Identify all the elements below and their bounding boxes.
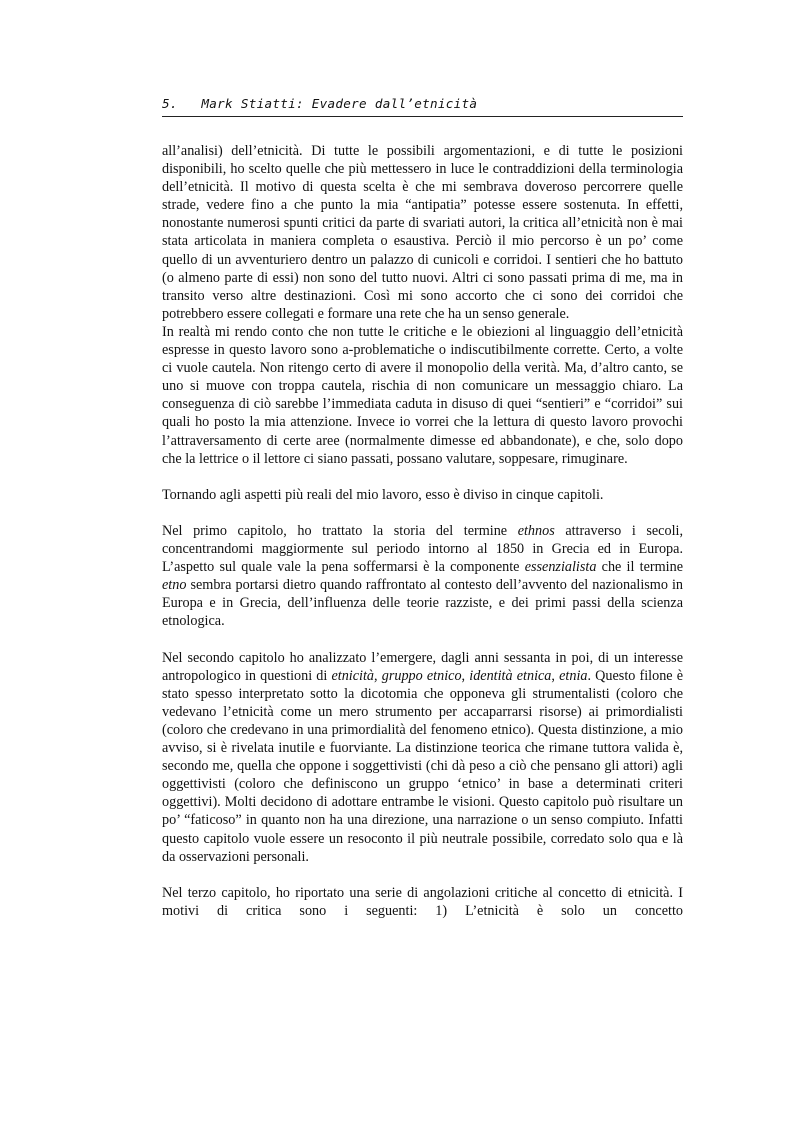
paragraph-4-text: sembra portarsi dietro quando raffrontato al contesto dell’avvento del nazionalismo in Europa e in Grecia, dell’influenza delle teorie razziste, e dei primi passi della scienza etnologica. (162, 577, 683, 630)
paragraph-4 (162, 522, 683, 631)
paragraph-4-text: attraverso i secoli, concentrandomi maggiormente sul periodo intorno al 1850 in Grecia ed in Europa. L’aspetto sul quale vale la pena soffermarsi è la componente (162, 522, 684, 576)
paragraph-5-text: Nel secondo capitolo ho analizzato l’emergere, dagli anni sessanta in poi, di un interesse antropologico in questioni di (162, 649, 683, 684)
emphasis-essenzialista: essenzialista (524, 559, 597, 576)
paragraph-4-text: Nel primo capitolo, ho trattato la storia del termine (162, 522, 518, 539)
paragraph-5-text: , (461, 667, 470, 684)
emphasis-gruppo-etnico: gruppo etnico (381, 667, 462, 684)
emphasis-etno: etno (162, 577, 187, 594)
paragraph-6-text: Nel terzo capitolo, ho riportato una serie di angolazioni critiche al concetto di etnicità. I motivi di critica sono i seguenti: 1) L’etnicità è solo un concetto (162, 884, 683, 919)
paragraph-5 (162, 649, 683, 866)
paragraph-5-text: . Questo filone è stato spesso interpretato sotto la dicotomia che opponeva gli strumentalisti (coloro che vedevano l’etnicità come un mero strumento per accaparrarsi risorse) ai primordialisti (coloro che credevano in una primordialità del fenomeno etnico). Questa distinzione, a mio avviso, si è rivelata inutile e fuorviante. La distinzione teorica che rimane tuttora valida è, secondo me, quella che oppone i soggettivisti (chi dà peso a ciò che pensano gli attori) agli oggettivisti (coloro che definiscono un gruppo ‘etnico’ in base a determinati criteri oggettivi). Molti decidono di adottare entrambe le visioni. Questo capitolo può risultare un po’ “faticoso” in quanto non ha una direzione, una narrazione o un senso compiuto. Infatti questo capitolo vuole essere un resoconto il più neutrale possibile, corredato solo qua e là da osservazioni personali. (162, 667, 684, 865)
paragraph-6 (162, 884, 683, 920)
emphasis-ethnos: ethnos (517, 522, 555, 539)
paragraph-5-text: , (551, 667, 560, 684)
emphasis-etnicita: etnicità (331, 667, 375, 684)
emphasis-etnia: etnia (559, 667, 588, 684)
paragraph-3 (162, 486, 683, 504)
body-text (162, 142, 683, 920)
paragraph-1 (162, 142, 683, 323)
paragraph-4-text: che il termine (596, 559, 683, 576)
paragraph-3-text: Tornando agli aspetti più reali del mio lavoro, esso è diviso in cinque capitoli. (162, 486, 604, 503)
running-header: 5. Mark Stiatti: Evadere dall’etnicità (162, 96, 478, 111)
paragraph-5-text: , (374, 667, 382, 684)
paragraph-1-text: all’analisi) dell’etnicità. Di tutte le possibili argomentazioni, e di tutte le posizioni disponibili, ho scelto quelle che più mettessero in luce le contraddizioni della terminologia dell’etnicità. Il motivo di questa scelta è che mi sembrava doveroso percorrere quelle strade, vedere fino a che punto la mia “antipatia” potesse essere sostenuta. In effetti, nonostante numerosi spunti critici da parte di svariati autori, la critica all’etnicità non è mai stata articolata in maniera completa o esaustiva. Perciò il mio percorso è un po’ come quello di un avventuriero dentro un palazzo di cunicoli e corridoi. I sentieri che ho battuto (o almeno parte di essi) non sono del tutto nuovi. Altri ci sono passati prima di me, ma in transito verso altre destinazioni. Così mi sono accorto che ci sono dei corridoi che potrebbero essere collegati e formare una rete che ha un senso generale. (162, 143, 683, 322)
header-rule (162, 116, 683, 117)
paragraph-2-text: In realtà mi rendo conto che non tutte le critiche e le obiezioni al linguaggio dell’etnicità espresse in questo lavoro sono a-problematiche o indiscutibilmente corrette. Certo, a volte ci vuole cautela. Non ritengo certo di avere il monopolio della verità. Ma, d’altro canto, se uno si muove con troppa cautela, rischia di non comunicare un messaggio chiaro. La conseguenza di ciò sarebbe l’immediata caduta in disuso di quei “sentieri” e “corridoi” sui quali ho posto la mia attenzione. Invece io vorrei che la lettura di questo lavoro provochi l’attraversamento di certe aree (normalmente dimesse ed abbandonate), e che, solo dopo che la lettrice o il lettore ci siano passati, possano valutare, soppesare, rimuginare. (162, 323, 683, 467)
emphasis-identita-etnica: identità etnica (469, 667, 552, 684)
paragraph-2 (162, 323, 683, 468)
